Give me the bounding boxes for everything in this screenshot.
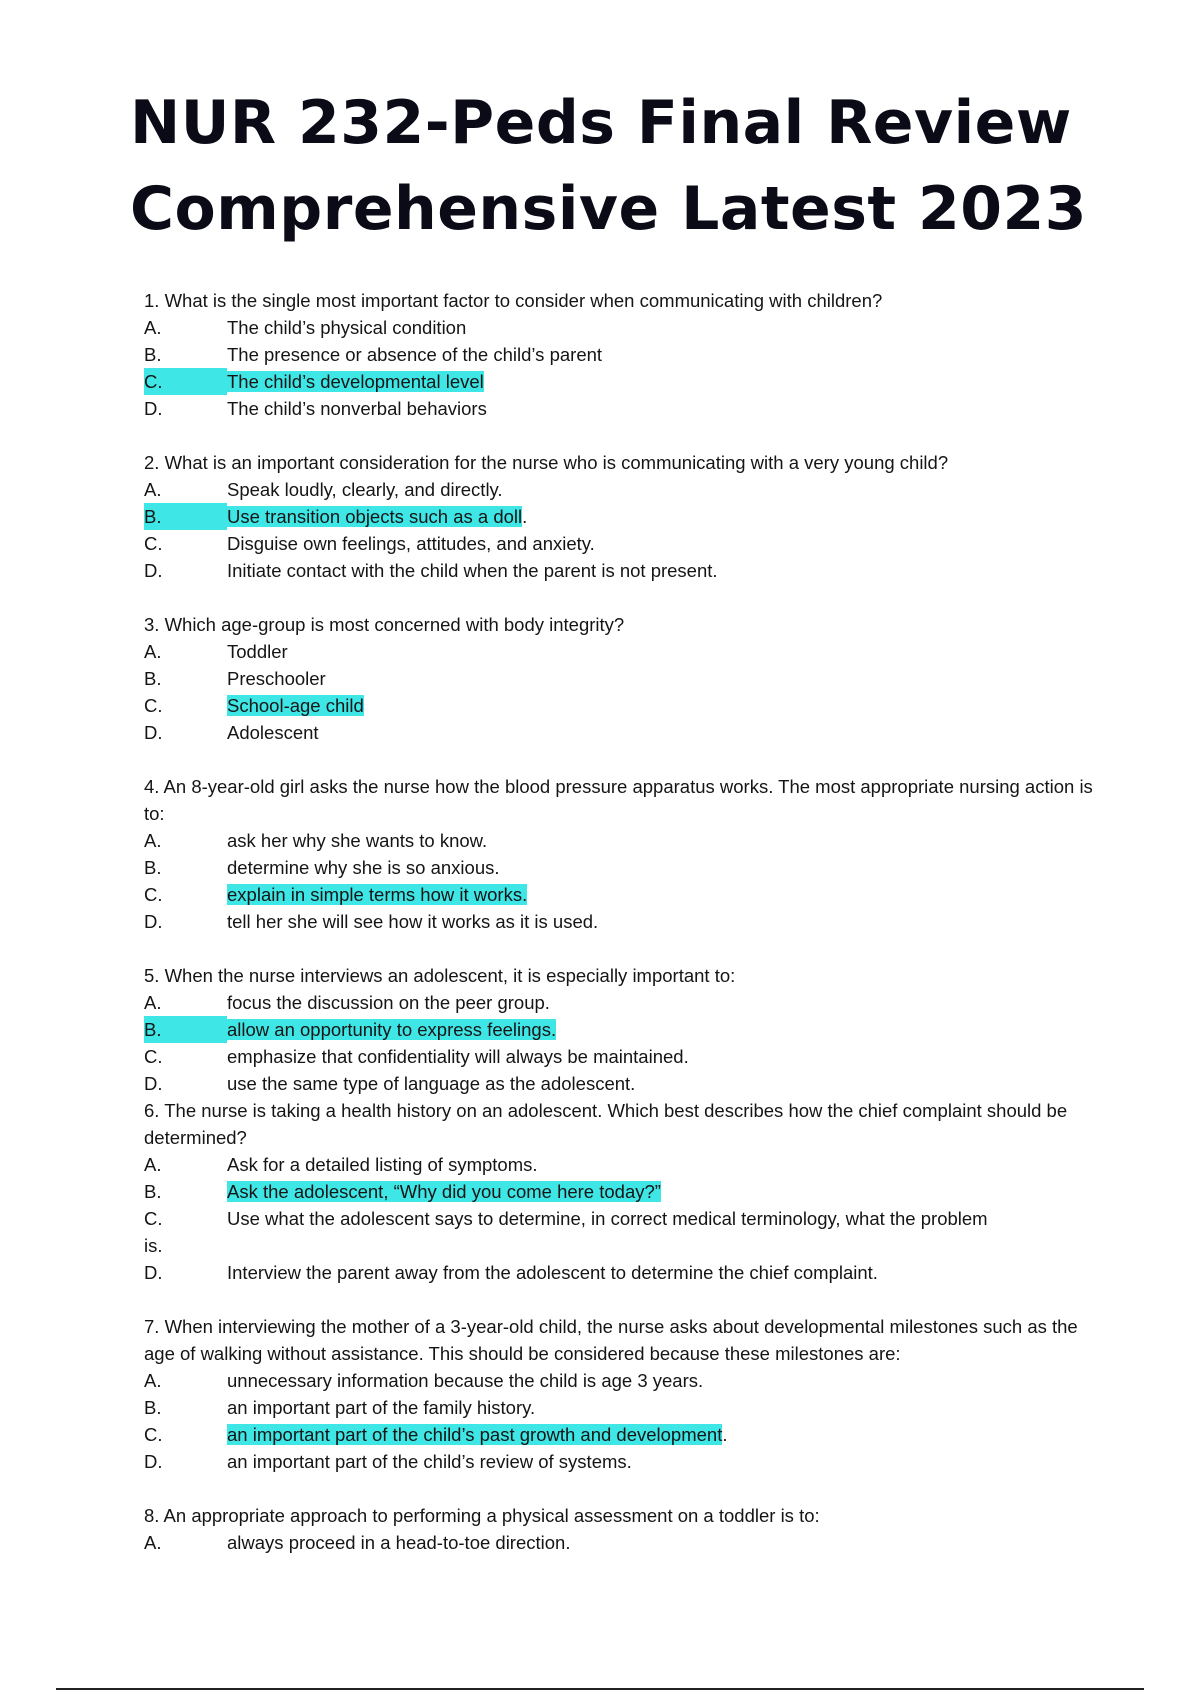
footer-divider bbox=[56, 1688, 1144, 1690]
correct-answer-option bbox=[144, 503, 1104, 530]
option-letter: B. bbox=[144, 668, 162, 689]
answer-option bbox=[144, 1448, 1104, 1475]
correct-answer-option bbox=[144, 1421, 1104, 1448]
question-7 bbox=[144, 1313, 1104, 1475]
option-text: always proceed in a head-to-toe direction. bbox=[227, 1532, 571, 1553]
answer-option bbox=[144, 1070, 1104, 1097]
option-letter: B. bbox=[144, 1016, 227, 1043]
answer-option bbox=[144, 1151, 1104, 1178]
option-text: The presence or absence of the child’s parent bbox=[227, 344, 603, 365]
option-text: an important part of the family history. bbox=[227, 1397, 536, 1418]
highlighted-answer-text: explain in simple terms how it works. bbox=[227, 884, 528, 905]
option-text: tell her she will see how it works as it is used. bbox=[227, 911, 599, 932]
option-letter: B. bbox=[144, 1397, 162, 1418]
title-line-2: Comprehensive Latest 2023 bbox=[130, 174, 1087, 244]
option-text: Interview the parent away from the adolescent to determine the chief complaint. bbox=[227, 1262, 878, 1283]
option-letter: A. bbox=[144, 479, 162, 500]
answer-option bbox=[144, 314, 1104, 341]
question-stem: 6. The nurse is taking a health history on an adolescent. Which best describes how the chief complaint should be determined? bbox=[144, 1100, 1068, 1148]
option-letter: D. bbox=[144, 1262, 163, 1283]
question-4 bbox=[144, 773, 1104, 935]
option-text: focus the discussion on the peer group. bbox=[227, 992, 550, 1013]
option-letter: D. bbox=[144, 722, 163, 743]
correct-answer-option bbox=[144, 368, 1104, 395]
answer-option bbox=[144, 908, 1104, 935]
option-text: an important part of the child’s review of systems. bbox=[227, 1451, 632, 1472]
option-text: Disguise own feelings, attitudes, and anxiety. bbox=[227, 533, 595, 554]
question-5 bbox=[144, 962, 1104, 1097]
option-letter: B. bbox=[144, 344, 162, 365]
option-text: emphasize that confidentiality will always be maintained. bbox=[227, 1046, 689, 1067]
option-text: The child’s nonverbal behaviors bbox=[227, 398, 487, 419]
option-text: determine why she is so anxious. bbox=[227, 857, 500, 878]
option-letter: D. bbox=[144, 560, 163, 581]
answer-option bbox=[144, 395, 1104, 422]
option-letter: D. bbox=[144, 911, 163, 932]
option-letter: D. bbox=[144, 1451, 163, 1472]
option-letter: B. bbox=[144, 503, 227, 530]
answer-option bbox=[144, 557, 1104, 584]
option-letter: B. bbox=[144, 1181, 162, 1202]
answer-option bbox=[144, 1529, 1104, 1556]
answer-option-continuation bbox=[144, 1232, 1104, 1259]
highlighted-answer-text: The child’s developmental level bbox=[227, 371, 484, 392]
option-letter: C. bbox=[144, 884, 163, 905]
question-stem: 7. When interviewing the mother of a 3-year-old child, the nurse asks about developmental milestones such as the age of walking without assistance. This should be considered because these milestones are: bbox=[144, 1316, 1078, 1364]
answer-option bbox=[144, 827, 1104, 854]
option-letter: D. bbox=[144, 1073, 163, 1094]
option-text: The child’s physical condition bbox=[227, 317, 467, 338]
answer-option bbox=[144, 665, 1104, 692]
title-line-1: NUR 232-Peds Final Review bbox=[130, 88, 1072, 158]
answer-option bbox=[144, 1205, 1104, 1232]
option-letter: C. bbox=[144, 695, 163, 716]
answer-option bbox=[144, 530, 1104, 557]
option-letter: A. bbox=[144, 1154, 162, 1175]
highlighted-answer-text: allow an opportunity to express feelings. bbox=[227, 1019, 557, 1040]
answer-tail: . bbox=[722, 1424, 728, 1445]
question-3 bbox=[144, 611, 1104, 746]
option-text: ask her why she wants to know. bbox=[227, 830, 488, 851]
question-stem: 1. What is the single most important factor to consider when communicating with children? bbox=[144, 290, 883, 311]
question-stem: 2. What is an important consideration for the nurse who is communicating with a very young child? bbox=[144, 452, 949, 473]
question-stem: 3. Which age-group is most concerned with body integrity? bbox=[144, 614, 625, 635]
question-list bbox=[144, 287, 1104, 1556]
option-letter: D. bbox=[144, 398, 163, 419]
question-stem: 5. When the nurse interviews an adolescent, it is especially important to: bbox=[144, 965, 736, 986]
option-letter: C. bbox=[144, 1046, 163, 1067]
option-text: Initiate contact with the child when the parent is not present. bbox=[227, 560, 718, 581]
option-text: Use what the adolescent says to determine, in correct medical terminology, what the problem bbox=[227, 1208, 988, 1229]
question-stem: 4. An 8-year-old girl asks the nurse how the blood pressure apparatus works. The most appropriate nursing action is to: bbox=[144, 776, 1093, 824]
correct-answer-option bbox=[144, 1016, 1104, 1043]
option-text: Preschooler bbox=[227, 668, 326, 689]
highlighted-answer-text: an important part of the child’s past growth and development bbox=[227, 1424, 723, 1445]
option-letter: C. bbox=[144, 533, 163, 554]
option-text: unnecessary information because the child is age 3 years. bbox=[227, 1370, 704, 1391]
correct-answer-option bbox=[144, 881, 1104, 908]
option-letter: C. bbox=[144, 368, 227, 395]
question-stem: 8. An appropriate approach to performing a physical assessment on a toddler is to: bbox=[144, 1505, 820, 1526]
option-letter: C. bbox=[144, 1208, 163, 1229]
question-2 bbox=[144, 449, 1104, 584]
option-text-overflow: is. bbox=[144, 1235, 163, 1256]
option-letter: A. bbox=[144, 830, 162, 851]
question-1 bbox=[144, 287, 1104, 422]
option-text: Toddler bbox=[227, 641, 288, 662]
option-letter: A. bbox=[144, 317, 162, 338]
highlighted-answer-text: School-age child bbox=[227, 695, 364, 716]
correct-answer-option bbox=[144, 1178, 1104, 1205]
highlighted-answer-text: Ask the adolescent, “Why did you come here today?” bbox=[227, 1181, 661, 1202]
answer-option bbox=[144, 476, 1104, 503]
answer-option bbox=[144, 854, 1104, 881]
option-text: Speak loudly, clearly, and directly. bbox=[227, 479, 503, 500]
answer-option bbox=[144, 1394, 1104, 1421]
option-letter: A. bbox=[144, 641, 162, 662]
option-text: Ask for a detailed listing of symptoms. bbox=[227, 1154, 538, 1175]
option-text: Adolescent bbox=[227, 722, 319, 743]
option-letter: A. bbox=[144, 1532, 162, 1553]
option-letter: C. bbox=[144, 1424, 163, 1445]
question-6 bbox=[144, 1097, 1104, 1286]
answer-option bbox=[144, 638, 1104, 665]
document-title bbox=[130, 80, 1150, 252]
option-letter: A. bbox=[144, 992, 162, 1013]
question-8 bbox=[144, 1502, 1104, 1556]
answer-option bbox=[144, 1367, 1104, 1394]
answer-option bbox=[144, 989, 1104, 1016]
correct-answer-option bbox=[144, 692, 1104, 719]
answer-option bbox=[144, 1043, 1104, 1070]
answer-option bbox=[144, 341, 1104, 368]
answer-option bbox=[144, 719, 1104, 746]
option-text: use the same type of language as the adolescent. bbox=[227, 1073, 636, 1094]
highlighted-answer-text: Use transition objects such as a doll bbox=[227, 506, 523, 527]
answer-tail: . bbox=[522, 506, 528, 527]
option-letter: B. bbox=[144, 857, 162, 878]
answer-option bbox=[144, 1259, 1104, 1286]
option-letter: A. bbox=[144, 1370, 162, 1391]
